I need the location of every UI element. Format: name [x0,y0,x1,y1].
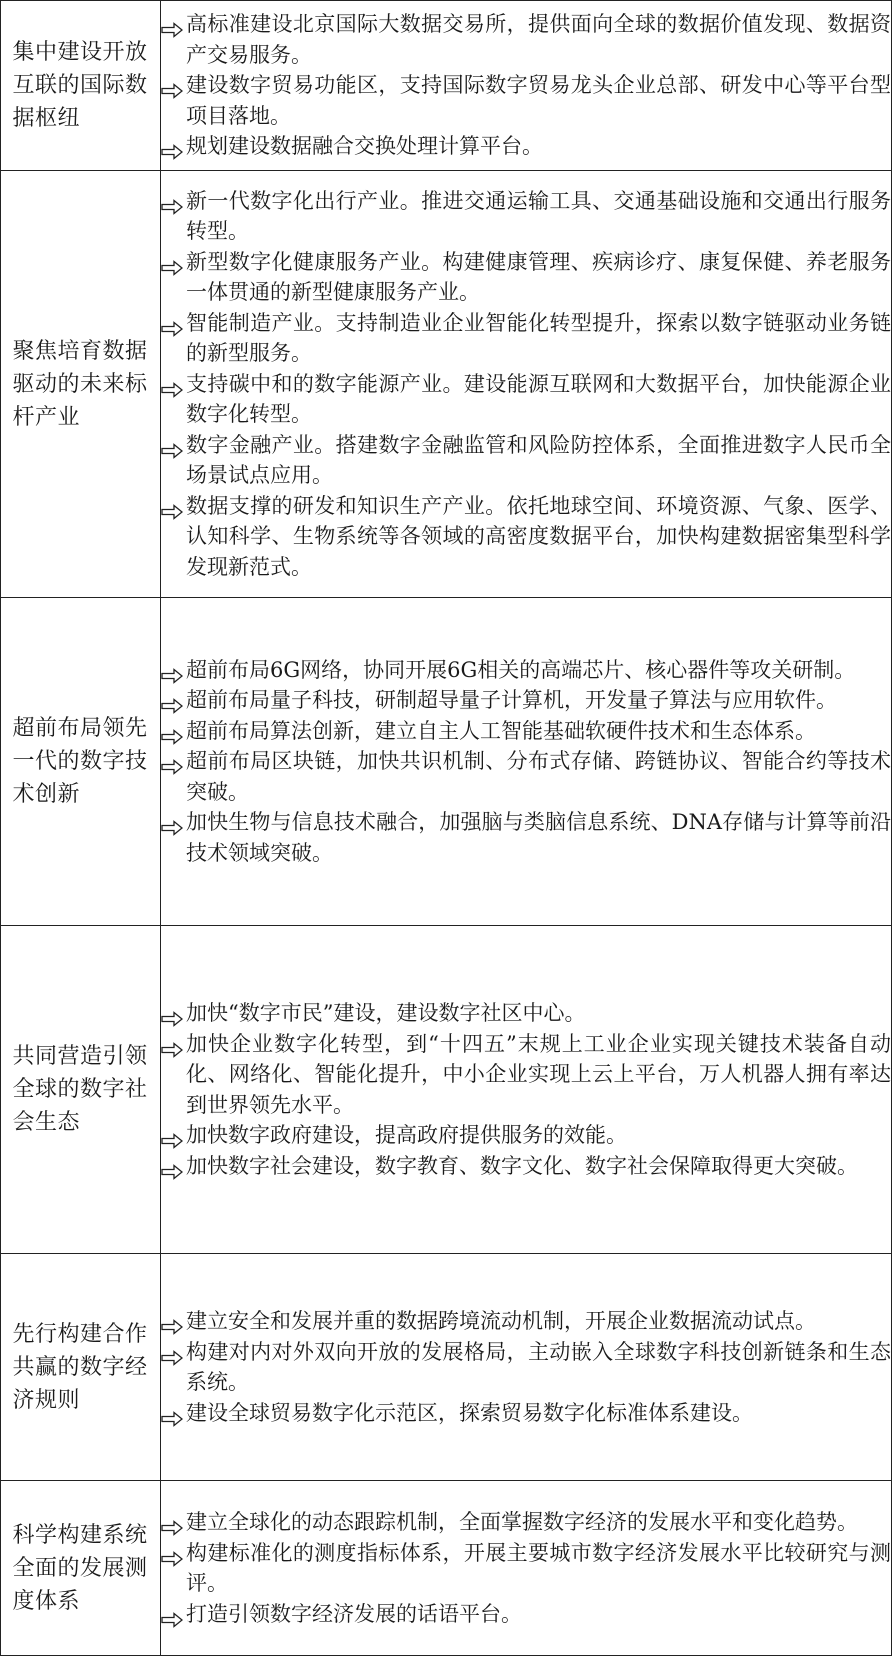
measure-item [161,308,891,369]
category-label: 共同营造引领全球的数字社会生态 [12,1044,148,1135]
outline-right-arrow-icon [161,138,183,154]
table-body [1,1,892,1656]
measure-text: 高标准建设北京国际大数据交易所，提供面向全球的数据价值发现、数据资产交易服务。 [186,12,891,67]
outline-right-arrow-icon [161,376,183,392]
outline-right-arrow-icon [161,77,183,93]
measures-cell [161,1254,892,1481]
category-cell [1,171,161,598]
outline-right-arrow-icon [161,1405,183,1421]
measure-text: 新型数字化健康服务产业。构建健康管理、疾病诊疗、康复保健、养老服务一体贯通的新型健康服务产业。 [186,249,891,305]
measure-text: 新一代数字化出行产业。推进交通运输工具、交通基础设施和交通出行服务转型。 [186,188,891,244]
measure-item [161,430,891,491]
table-row [1,598,892,926]
table-row [1,171,892,598]
measure-text: 支持碳中和的数字能源产业。建设能源互联网和大数据平台，加快能源企业数字化转型。 [186,371,891,427]
measure-item [161,1029,891,1121]
outline-right-arrow-icon [161,662,183,678]
category-label: 先行构建合作共赢的数字经济规则 [12,1321,148,1413]
category-cell [1,1,161,171]
measure-item [161,491,891,583]
outline-right-arrow-icon [161,1158,183,1174]
outline-right-arrow-icon [161,16,183,32]
measure-item [161,716,891,747]
outline-right-arrow-icon [161,193,183,209]
outline-right-arrow-icon [161,723,183,739]
outline-right-arrow-icon [161,1313,183,1329]
category-cell [1,1481,161,1656]
measure-text: 建立全球化的动态跟踪机制，全面掌握数字经济的发展水平和变化趋势。 [186,1510,858,1534]
measures-cell [161,1481,892,1656]
outline-right-arrow-icon [161,692,183,708]
outline-right-arrow-icon [161,1344,183,1360]
table-row [1,1254,892,1481]
measure-text: 加快数字政府建设，提高政府提供服务的效能。 [186,1123,627,1147]
measure-text: 建立安全和发展并重的数据跨境流动机制，开展企业数据流动试点。 [186,1309,816,1333]
measure-item [161,70,891,131]
measure-item [161,186,891,247]
measure-text: 智能制造产业。支持制造业企业智能化转型提升，探索以数字链驱动业务链的新型服务。 [186,310,891,366]
measure-text: 超前布局6G网络，协同开展6G相关的高端芯片、核心器件等攻关研制。 [186,657,856,682]
measures-cell [161,598,892,926]
measure-item [161,1151,891,1182]
outline-right-arrow-icon [161,1606,183,1622]
measures-cell [161,171,892,598]
measure-item [161,655,891,686]
table-row [1,1481,892,1656]
outline-right-arrow-icon [161,315,183,331]
measure-text: 构建标准化的测度指标体系，开展主要城市数字经济发展水平比较研究与测评。 [186,1540,891,1595]
category-cell [1,926,161,1254]
measure-text: 超前布局量子科技，研制超导量子计算机，开发量子算法与应用软件。 [186,688,837,713]
measure-text: 加快生物与信息技术融合，加强脑与类脑信息系统、DNA存储与计算等前沿技术领域突破。 [186,810,891,865]
category-label: 科学构建系统全面的发展测度体系 [12,1522,148,1614]
category-cell [1,1254,161,1481]
measure-text: 数字金融产业。搭建数字金融监管和风险防控体系，全面推进数字人民币全场景试点应用。 [186,432,891,488]
category-label: 聚焦培育数据驱动的未来标杆产业 [12,338,148,430]
outline-right-arrow-icon [161,814,183,830]
measure-item [161,1599,891,1630]
outline-right-arrow-icon [161,753,183,769]
measures-cell [161,926,892,1254]
measure-text: 加快“数字市民”建设，建设数字社区中心。 [186,1001,586,1025]
measure-item [161,1538,891,1599]
measure-text: 数据支撑的研发和知识生产产业。依托地球空间、环境资源、气象、医学、认知科学、生物系统等各领域的高密度数据平台，加快构建数据密集型科学发现新范式。 [186,493,891,579]
measure-item [161,685,891,716]
outline-right-arrow-icon [161,1545,183,1561]
category-cell [1,598,161,926]
measure-text: 打造引领数字经济发展的话语平台。 [186,1601,522,1626]
outline-right-arrow-icon [161,1005,183,1021]
measure-text: 加快数字社会建设，数字教育、数字文化、数字社会保障取得更大突破。 [186,1153,858,1178]
measure-item [161,1120,891,1151]
measure-item [161,998,891,1029]
measure-text: 规划建设数据融合交换处理计算平台。 [186,134,543,159]
measure-text: 加快企业数字化转型，到“十四五”末规上工业企业实现关键技术装备自动化、网络化、智能化提升，中小企业实现上云上平台，万人机器人拥有率达到世界领先水平。 [186,1031,891,1117]
measure-item [161,1306,891,1337]
outline-right-arrow-icon [161,437,183,453]
measure-item [161,807,891,868]
table-row [1,926,892,1254]
category-label: 超前布局领先一代的数字技术创新 [12,716,148,807]
outline-right-arrow-icon [161,1127,183,1143]
table-row [1,1,892,171]
measures-cell [161,1,892,171]
measure-item [161,1337,891,1398]
measure-text: 建设全球贸易数字化示范区，探索贸易数字化标准体系建设。 [186,1400,753,1425]
measure-item [161,247,891,308]
measure-text: 超前布局算法创新，建立自主人工智能基础软硬件技术和生态体系。 [186,718,816,743]
measure-text: 建设数字贸易功能区，支持国际数字贸易龙头企业总部、研发中心等平台型项目落地。 [186,73,891,128]
measure-item [161,369,891,430]
outline-right-arrow-icon [161,498,183,514]
measure-item [161,1398,891,1429]
measure-item [161,746,891,807]
measure-item [161,131,891,162]
measure-text: 构建对内对外双向开放的发展格局，主动嵌入全球数字科技创新链条和生态系统。 [186,1339,891,1394]
outline-right-arrow-icon [161,254,183,270]
measure-text: 超前布局区块链，加快共识机制、分布式存储、跨链协议、智能合约等技术突破。 [186,749,891,804]
measure-item [161,9,891,70]
outline-right-arrow-icon [161,1036,183,1052]
outline-right-arrow-icon [161,1514,183,1530]
category-label: 集中建设开放互联的国际数据枢纽 [12,40,148,131]
